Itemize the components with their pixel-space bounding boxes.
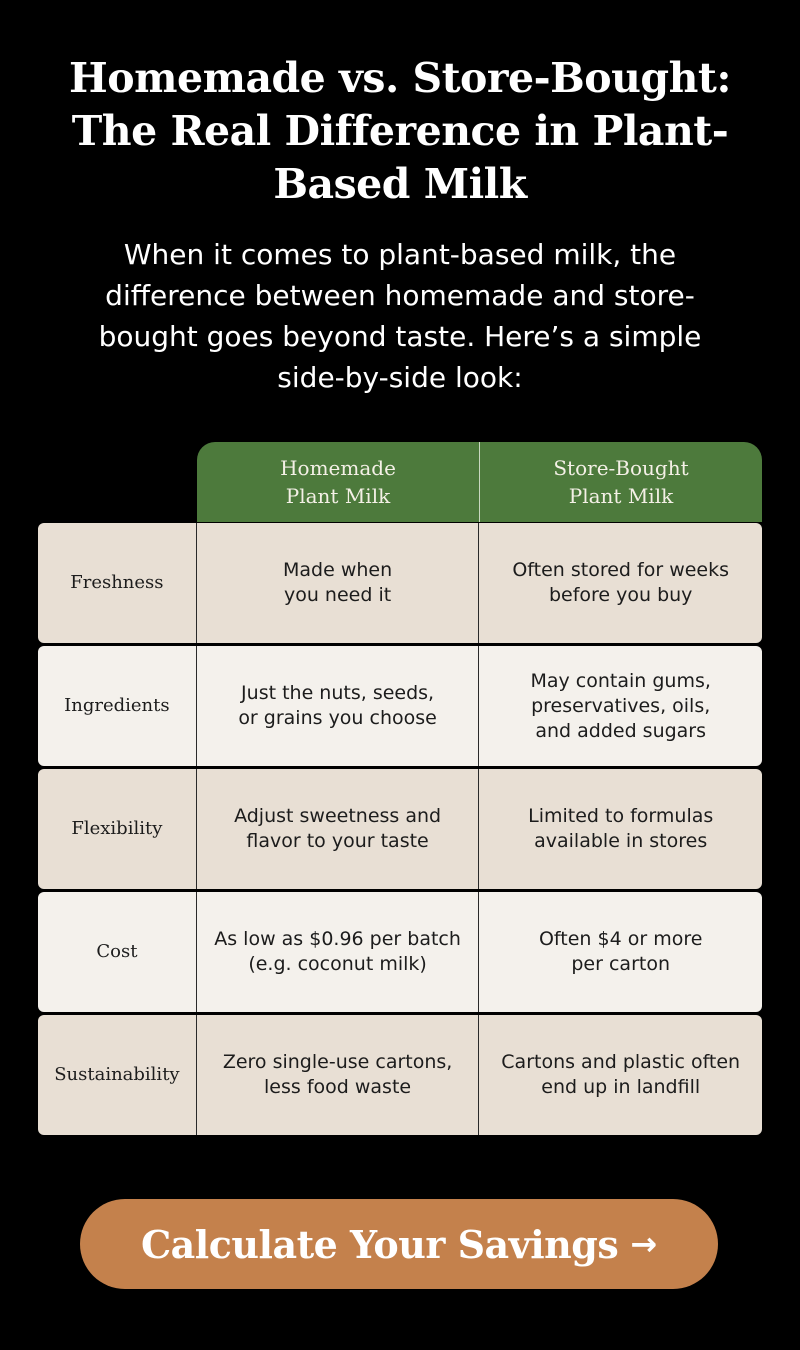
arrow-right-icon: → xyxy=(630,1225,658,1263)
row-label-freshness: Freshness xyxy=(38,523,197,643)
calculate-savings-label: Calculate Your Savings xyxy=(140,1221,619,1267)
table-row xyxy=(38,892,762,1012)
homemade-cell: Made when you need it xyxy=(197,523,480,643)
store-bought-cell: Limited to formulas available in stores xyxy=(528,805,714,852)
calculate-savings-button[interactable] xyxy=(80,1199,718,1289)
table-row xyxy=(38,646,762,766)
page-title: Homemade vs. Store-Bought: The Real Difference in Plant-Based Milk xyxy=(69,54,731,208)
homemade-cell: Just the nuts, seeds, or grains you choose xyxy=(197,646,480,766)
row-label-flexibility: Flexibility xyxy=(38,769,197,889)
table-row xyxy=(38,1015,762,1135)
intro-text: When it comes to plant-based milk, the difference between homemade and store-bought goes beyond taste. Here’s a simple side-by-side look: xyxy=(98,238,702,394)
row-label-ingredients: Ingredients xyxy=(38,646,197,766)
column-header-store-bought: Store-Bought Plant Milk xyxy=(553,456,689,508)
homemade-cell: As low as $0.96 per batch (e.g. coconut milk) xyxy=(197,892,480,1012)
homemade-cell: Adjust sweetness and flavor to your taste xyxy=(197,769,480,889)
column-header-homemade: Homemade Plant Milk xyxy=(197,442,480,522)
store-bought-cell: Often stored for weeks before you buy xyxy=(512,559,730,606)
row-label-cost: Cost xyxy=(38,892,197,1012)
table-header xyxy=(197,442,762,522)
store-bought-cell: Often $4 or more per carton xyxy=(538,928,703,975)
homemade-cell: Zero single-use cartons, less food waste xyxy=(197,1015,480,1135)
row-label-sustainability: Sustainability xyxy=(38,1015,197,1135)
store-bought-cell: Cartons and plastic often end up in landfill xyxy=(501,1051,741,1098)
store-bought-cell: May contain gums, preservatives, oils, and added sugars xyxy=(530,669,711,742)
table-row xyxy=(38,769,762,889)
table-row xyxy=(38,523,762,643)
